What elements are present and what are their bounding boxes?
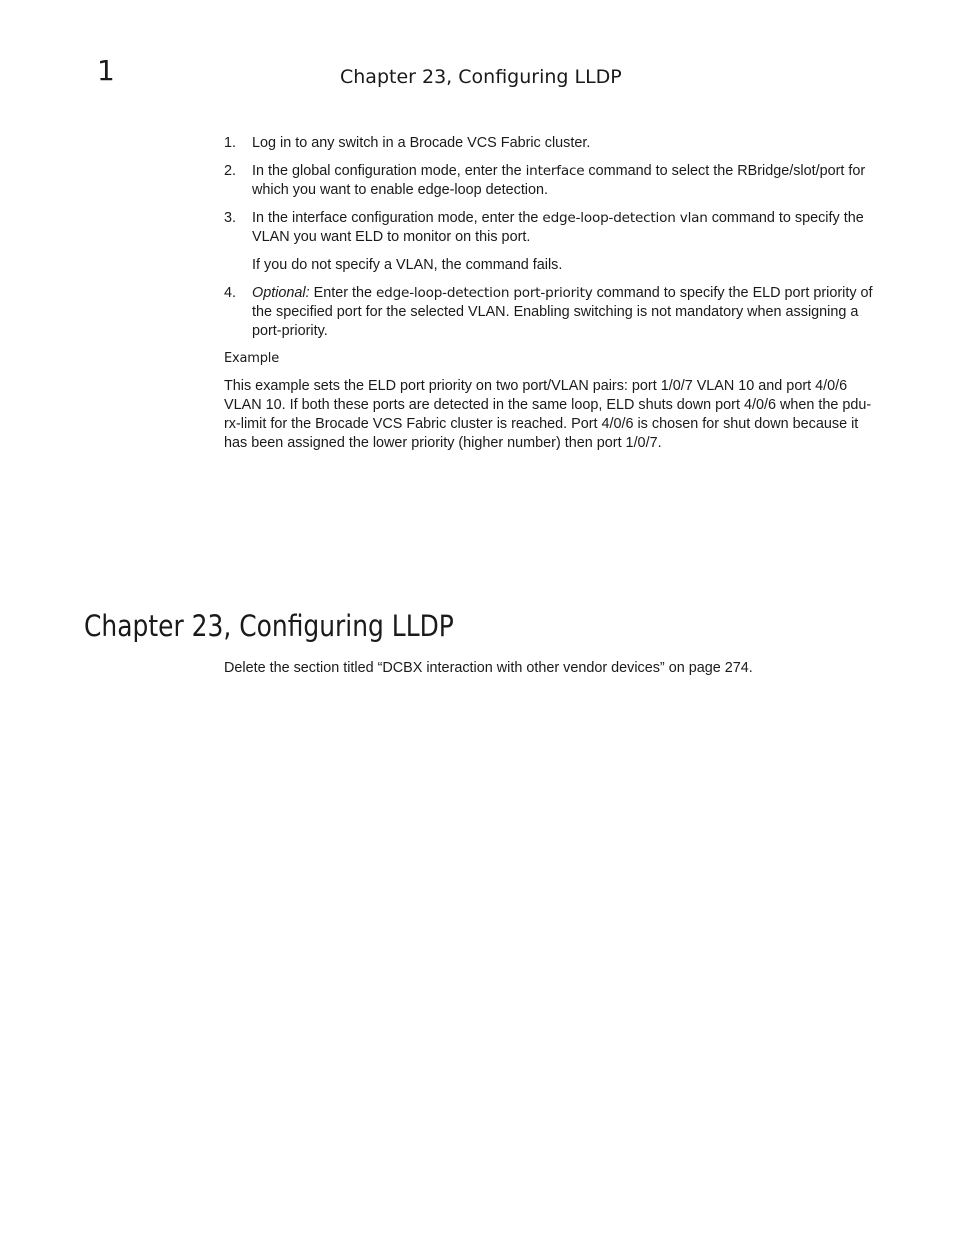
example-heading: Example bbox=[224, 351, 279, 366]
page-number: 1 bbox=[97, 54, 115, 87]
optional-label: Optional: bbox=[252, 285, 310, 301]
command-keyword: edge-loop-detection port-priority bbox=[376, 285, 593, 301]
step-1 bbox=[224, 134, 874, 153]
step-text: command to specify the VLAN you want ELD to monitor on this port. bbox=[252, 210, 864, 245]
step-3 bbox=[224, 209, 874, 247]
step-number: 3. bbox=[224, 210, 237, 226]
step-2 bbox=[224, 162, 874, 200]
step-number: 1. bbox=[224, 135, 237, 151]
command-keyword: interface bbox=[525, 163, 585, 179]
step-text: In the global configuration mode, enter the bbox=[252, 163, 526, 179]
step-4 bbox=[224, 284, 874, 341]
step-number: 4. bbox=[224, 285, 237, 301]
step-text: Log in to any switch in a Brocade VCS Fabric cluster. bbox=[252, 135, 591, 151]
running-header-title: Chapter 23, Configuring LLDP bbox=[340, 66, 622, 88]
step-3-note: If you do not specify a VLAN, the command fails. bbox=[252, 257, 563, 273]
procedure-steps bbox=[224, 134, 874, 350]
step-text: command to select the RBridge/slot/port for which you want to enable edge-loop detection. bbox=[252, 163, 866, 198]
step-text: In the interface configuration mode, enter the bbox=[252, 210, 543, 226]
step-text: command to specify the ELD port priority of the specified port for the selected VLAN. Enabling switching is not mandatory when assigning a port-priority. bbox=[252, 285, 873, 339]
command-keyword: edge-loop-detection vlan bbox=[542, 210, 708, 226]
example-paragraph: This example sets the ELD port priority on two port/VLAN pairs: port 1/0/7 VLAN 10 and port 4/0/6 VLAN 10. If both these ports are detected in the same loop, ELD shuts down port 4/0/6 when the pdu-rx-limit for the Brocade VCS Fabric cluster is reached. Port 4/0/6 is chosen for shut down because it has been assigned the lower priority (higher number) then port 1/0/7. bbox=[224, 378, 872, 451]
section-paragraph: Delete the section titled “DCBX interaction with other vendor devices” on page 274. bbox=[224, 660, 753, 676]
section-heading: Chapter 23, Configuring LLDP bbox=[84, 609, 454, 643]
step-text: Enter the bbox=[309, 285, 377, 301]
step-number: 2. bbox=[224, 163, 237, 179]
